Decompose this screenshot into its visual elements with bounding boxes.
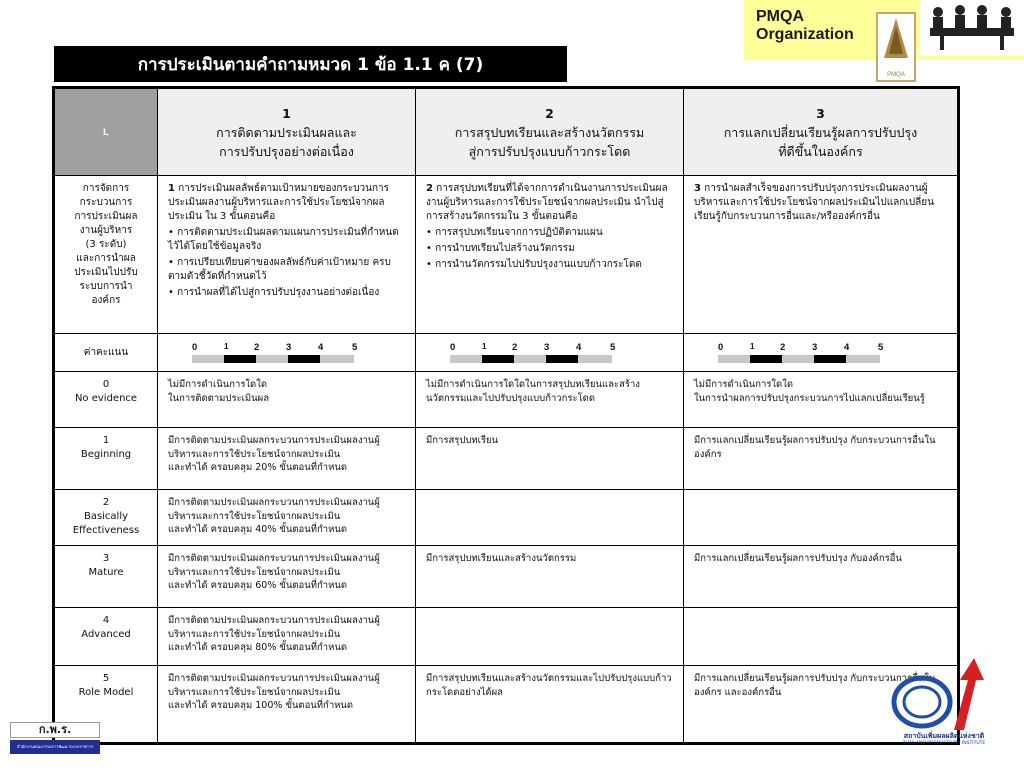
level-0-cell-3-line2: ในการนำผลการปรับปรุงกระบวนการไปแลกเปลี่ยนเรียนรู้ bbox=[694, 392, 925, 404]
level-3-name: Mature bbox=[88, 567, 124, 578]
scale-segment-5 bbox=[578, 355, 612, 363]
score-label: ค่าคะแนน bbox=[54, 334, 158, 372]
level-4-cell-1-line1: มีการติดตามประเมินผลกระบวนการประเมินผลงานผู้บริหารและการใช้ประโยชน์จากผลประเมิน bbox=[168, 615, 380, 640]
ftpi-caption-en: THAILAND PRODUCTIVITY INSTITUTE bbox=[902, 741, 986, 746]
brand-text bbox=[756, 8, 854, 44]
criteria-cell-3 bbox=[684, 176, 959, 334]
scale-tick-1: 1 bbox=[482, 341, 487, 351]
level-0-cell-1 bbox=[158, 372, 416, 428]
column-3-line2: ที่ดีขึ้นในองค์กร bbox=[778, 143, 863, 159]
scale-tick-3: 3 bbox=[544, 341, 550, 353]
criteria-3-text: การนำผลสำเร็จของการปรับปรุงการประเมินผลงานผู้บริหารและการใช้ประโยชน์จากผลประเมินไปแลกเปลี่ยนเรียนรู้กับกระบวนการอื่นและ/หรือองค์กรอื่น bbox=[694, 183, 934, 222]
criteria-3-number: 3 bbox=[694, 183, 701, 194]
level-row-0 bbox=[54, 372, 959, 428]
criteria-1-bullet-2: • การเปรียบเทียบค่าของผลลัพธ์กับค่าเป้าหมาย ครบตามตัวชี้วัดที่กำหนดไว้ bbox=[168, 257, 391, 282]
scale-tick-0: 0 bbox=[192, 341, 198, 353]
score-scale bbox=[450, 341, 620, 365]
brand-line1: PMQA bbox=[756, 8, 804, 25]
criteria-2-text: การสรุปบทเรียนที่ได้จากการดำเนินงานการประเมินผลงานผู้บริหารและการใช้ประโยชน์จากผลประเมิน นำไปสู่การสร้างนวัตกรรมใน 3 ขั้นตอนคือ bbox=[426, 183, 668, 222]
level-4-cell-2 bbox=[416, 608, 684, 666]
productivity-arrow-icon bbox=[888, 656, 998, 732]
scale-tick-0: 0 bbox=[718, 341, 724, 353]
level-3-cell-1 bbox=[158, 546, 416, 608]
level-0-cell-2 bbox=[416, 372, 684, 428]
level-2-cell-1-line2: และทำได้ ครอบคลุม 40% ขั้นตอนที่กำหนด bbox=[168, 524, 348, 535]
column-header-3 bbox=[684, 88, 959, 176]
header-row bbox=[54, 88, 959, 176]
criteria-1-bullet-3: • การนำผลที่ได้ไปสู่การปรับปรุงงานอย่างต่อเนื่อง bbox=[168, 287, 380, 298]
column-2-line1: การสรุปบทเรียนและสร้างนวัตกรรม bbox=[454, 124, 645, 140]
level-2-name2: Effectiveness bbox=[72, 525, 140, 536]
row-header-line1: การจัดการ bbox=[82, 183, 130, 194]
level-4-number: 4 bbox=[102, 615, 110, 626]
scale-tick-0: 0 bbox=[450, 341, 456, 353]
criteria-cell-2 bbox=[416, 176, 684, 334]
row-header-line8: ระบบการนำ bbox=[79, 281, 133, 292]
level-0-label bbox=[54, 372, 158, 428]
level-1-number: 1 bbox=[102, 435, 110, 446]
column-1-line2: การปรับปรุงอย่างต่อเนื่อง bbox=[219, 143, 354, 159]
score-scale-cell-2 bbox=[416, 334, 684, 372]
meeting-people-icon bbox=[920, 0, 1024, 56]
pmqa-emblem-icon bbox=[878, 14, 914, 70]
opdc-logo bbox=[10, 722, 100, 756]
opdc-logo-strip: สำนักงานคณะกรรมการพัฒนาระบบราชการ bbox=[10, 740, 100, 754]
level-5-number: 5 bbox=[102, 673, 110, 684]
criteria-2-bullet-1: • การสรุปบทเรียนจากการปฏิบัติตามแผน bbox=[426, 227, 603, 238]
row-header-line2: กระบวนการ bbox=[79, 197, 133, 208]
scale-tick-5: 5 bbox=[878, 341, 884, 353]
level-row-1 bbox=[54, 428, 959, 490]
level-0-cell-1-line2: ในการติดตามประเมินผล bbox=[168, 392, 270, 404]
level-0-name: No evidence bbox=[74, 393, 138, 404]
column-header-2 bbox=[416, 88, 684, 176]
level-row-3 bbox=[54, 546, 959, 608]
level-1-cell-2 bbox=[416, 428, 684, 490]
level-5-cell-1-line2: และทำได้ ครอบคลุม 100% ขั้นตอนที่กำหนด bbox=[168, 700, 354, 711]
criteria-2-number: 2 bbox=[426, 183, 433, 194]
level-2-cell-1-line1: มีการติดตามประเมินผลกระบวนการประเมินผลงานผู้บริหารและการใช้ประโยชน์จากผลประเมิน bbox=[168, 497, 380, 522]
row-header-line4: งานผู้บริหาร bbox=[79, 225, 133, 236]
opdc-logo-text: ก.พ.ร. bbox=[10, 722, 100, 738]
level-2-number: 2 bbox=[102, 497, 110, 508]
level-1-cell-1-line2: และทำได้ ครอบคลุม 20% ขั้นตอนที่กำหนด bbox=[168, 462, 348, 473]
pmqa-logo bbox=[876, 12, 916, 82]
level-3-cell-1-line2: และทำได้ ครอบคลุม 60% ขั้นตอนที่กำหนด bbox=[168, 580, 348, 591]
score-row bbox=[54, 334, 959, 372]
row-header-line7: ประเมินไปปรับ bbox=[74, 267, 138, 278]
assessment-table bbox=[52, 86, 960, 745]
score-scale-cell-3 bbox=[684, 334, 959, 372]
level-3-cell-2 bbox=[416, 546, 684, 608]
row-header-line6: และการนำผล bbox=[76, 253, 136, 264]
scale-segment-5 bbox=[320, 355, 354, 363]
scale-segment-3 bbox=[256, 355, 288, 363]
level-5-cell-2 bbox=[416, 666, 684, 744]
level-1-cell-3-line1: มีการแลกเปลี่ยนเรียนรู้ผลการปรับปรุง กับกระบวนการอื่นในองค์กร bbox=[694, 435, 936, 460]
level-3-cell-3-line1: มีการแลกเปลี่ยนเรียนรู้ผลการปรับปรุง กับองค์กรอื่น bbox=[694, 553, 902, 564]
ftpi-logo bbox=[888, 656, 998, 756]
level-0-cell-1-line1: ไม่มีการดำเนินการใดใด bbox=[168, 379, 268, 390]
level-2-cell-3 bbox=[684, 490, 959, 546]
level-5-name: Role Model bbox=[78, 687, 134, 698]
level-2-cell-1 bbox=[158, 490, 416, 546]
score-scale-cell-1 bbox=[158, 334, 416, 372]
row-header-line9: องค์กร bbox=[91, 295, 121, 306]
scale-segment-1 bbox=[718, 355, 750, 363]
scale-segment-4 bbox=[546, 355, 578, 363]
level-4-name: Advanced bbox=[81, 629, 131, 640]
level-5-cell-1 bbox=[158, 666, 416, 744]
brand-block bbox=[744, 0, 1024, 78]
criteria-1-text: การประเมินผลลัพธ์ตามเป้าหมายของกระบวนการประเมินผลงานผู้บริหารและการใช้ประโยชน์จากผลประเมิน ใน 3 ขั้นตอนคือ bbox=[168, 183, 390, 222]
level-1-cell-3 bbox=[684, 428, 959, 490]
scale-tick-4: 4 bbox=[844, 341, 850, 353]
scale-tick-2: 2 bbox=[780, 341, 786, 353]
scale-tick-1: 1 bbox=[750, 341, 755, 351]
scale-tick-5: 5 bbox=[352, 341, 358, 353]
scale-tick-2: 2 bbox=[512, 341, 518, 353]
criteria-2-bullet-3: • การนำนวัตกรรมไปปรับปรุงงานแบบก้าวกระโดด bbox=[426, 259, 642, 270]
scale-tick-5: 5 bbox=[610, 341, 616, 353]
scale-tick-4: 4 bbox=[318, 341, 324, 353]
scale-segment-2 bbox=[482, 355, 514, 363]
ftpi-caption: สถาบันเพิ่มผลผลิตแห่งชาติ bbox=[903, 732, 985, 740]
scale-segment-5 bbox=[846, 355, 880, 363]
scale-segment-2 bbox=[224, 355, 256, 363]
level-2-name: Basically bbox=[83, 511, 129, 522]
level-0-cell-2-line1: ไม่มีการดำเนินการใดใดในการสรุปบทเรียนและสร้างนวัตกรรมและไปปรับปรุงแบบก้าวกระโดด bbox=[426, 379, 640, 404]
scale-segment-3 bbox=[514, 355, 546, 363]
level-1-label bbox=[54, 428, 158, 490]
scale-tick-3: 3 bbox=[286, 341, 292, 353]
column-2-number: 2 bbox=[545, 105, 554, 121]
column-1-number: 1 bbox=[282, 105, 291, 121]
scale-tick-1: 1 bbox=[224, 341, 229, 351]
corner-label: L bbox=[54, 88, 158, 176]
level-0-cell-3-line1: ไม่มีการดำเนินการใดใด bbox=[694, 379, 794, 390]
criteria-1-number: 1 bbox=[168, 183, 175, 194]
column-3-number: 3 bbox=[816, 105, 825, 121]
brand-line2: Organization bbox=[756, 26, 854, 43]
level-5-cell-1-line1: มีการติดตามประเมินผลกระบวนการประเมินผลงานผู้บริหารและการใช้ประโยชน์จากผลประเมิน bbox=[168, 673, 380, 698]
level-3-cell-2-line1: มีการสรุปบทเรียนและสร้างนวัตกรรม bbox=[426, 553, 577, 564]
criteria-2-bullet-2: • การนำบทเรียนไปสร้างนวัตกรรม bbox=[426, 243, 575, 254]
scale-segment-2 bbox=[750, 355, 782, 363]
level-1-cell-1-line1: มีการติดตามประเมินผลกระบวนการประเมินผลงานผู้บริหารและการใช้ประโยชน์จากผลประเมิน bbox=[168, 435, 380, 460]
level-4-cell-1-line2: และทำได้ ครอบคลุม 80% ขั้นตอนที่กำหนด bbox=[168, 642, 348, 653]
column-header-1 bbox=[158, 88, 416, 176]
pmqa-logo-caption: PMQA bbox=[887, 72, 905, 78]
column-2-line2: สู่การปรับปรุงแบบก้าวกระโดด bbox=[468, 143, 631, 159]
criteria-1-bullet-1: • การติดตามประเมินผลตามแผนการประเมินที่กำหนดไว้ได้โดยใช้ข้อมูลจริง bbox=[168, 227, 399, 252]
scale-segment-4 bbox=[814, 355, 846, 363]
level-5-cell-3-line1: มีการแลกเปลี่ยนเรียนรู้ผลการปรับปรุง กับกระบวนการอื่นในองค์กร และองค์กรอื่น bbox=[694, 673, 936, 698]
level-row-4 bbox=[54, 608, 959, 666]
level-1-name: Beginning bbox=[80, 449, 132, 460]
level-3-cell-3 bbox=[684, 546, 959, 608]
scale-tick-4: 4 bbox=[576, 341, 582, 353]
level-2-cell-2 bbox=[416, 490, 684, 546]
level-4-cell-1 bbox=[158, 608, 416, 666]
column-3-line1: การแลกเปลี่ยนเรียนรู้ผลการปรับปรุง bbox=[723, 124, 918, 140]
level-3-cell-1-line1: มีการติดตามประเมินผลกระบวนการประเมินผลงานผู้บริหารและการใช้ประโยชน์จากผลประเมิน bbox=[168, 553, 380, 578]
level-0-cell-3 bbox=[684, 372, 959, 428]
page-title: การประเมินตามคำถามหมวด 1 ข้อ 1.1 ค (7) bbox=[54, 46, 567, 82]
scale-segment-1 bbox=[450, 355, 482, 363]
scale-tick-3: 3 bbox=[812, 341, 818, 353]
scale-segment-4 bbox=[288, 355, 320, 363]
row-header-line3: การประเมินผล bbox=[74, 211, 138, 222]
score-scale bbox=[718, 341, 888, 365]
level-1-cell-1 bbox=[158, 428, 416, 490]
level-0-number: 0 bbox=[102, 379, 110, 390]
scale-segment-1 bbox=[192, 355, 224, 363]
criteria-row bbox=[54, 176, 959, 334]
criteria-cell-1 bbox=[158, 176, 416, 334]
level-5-cell-2-line1: มีการสรุปบทเรียนและสร้างนวัตกรรมและไปปรับปรุงแบบก้าวกระโดดอย่างได้ผล bbox=[426, 673, 672, 698]
scale-tick-2: 2 bbox=[254, 341, 260, 353]
level-2-label bbox=[54, 490, 158, 546]
scale-segment-3 bbox=[782, 355, 814, 363]
score-scale bbox=[192, 341, 362, 365]
level-3-label bbox=[54, 546, 158, 608]
column-1-line1: การติดตามประเมินผลและ bbox=[216, 124, 357, 140]
level-3-number: 3 bbox=[102, 553, 110, 564]
row-header-line5: (3 ระดับ) bbox=[85, 239, 127, 250]
level-4-label bbox=[54, 608, 158, 666]
level-row-2 bbox=[54, 490, 959, 546]
level-1-cell-2-line1: มีการสรุปบทเรียน bbox=[426, 435, 499, 446]
level-row-5 bbox=[54, 666, 959, 744]
row-header bbox=[54, 176, 158, 334]
